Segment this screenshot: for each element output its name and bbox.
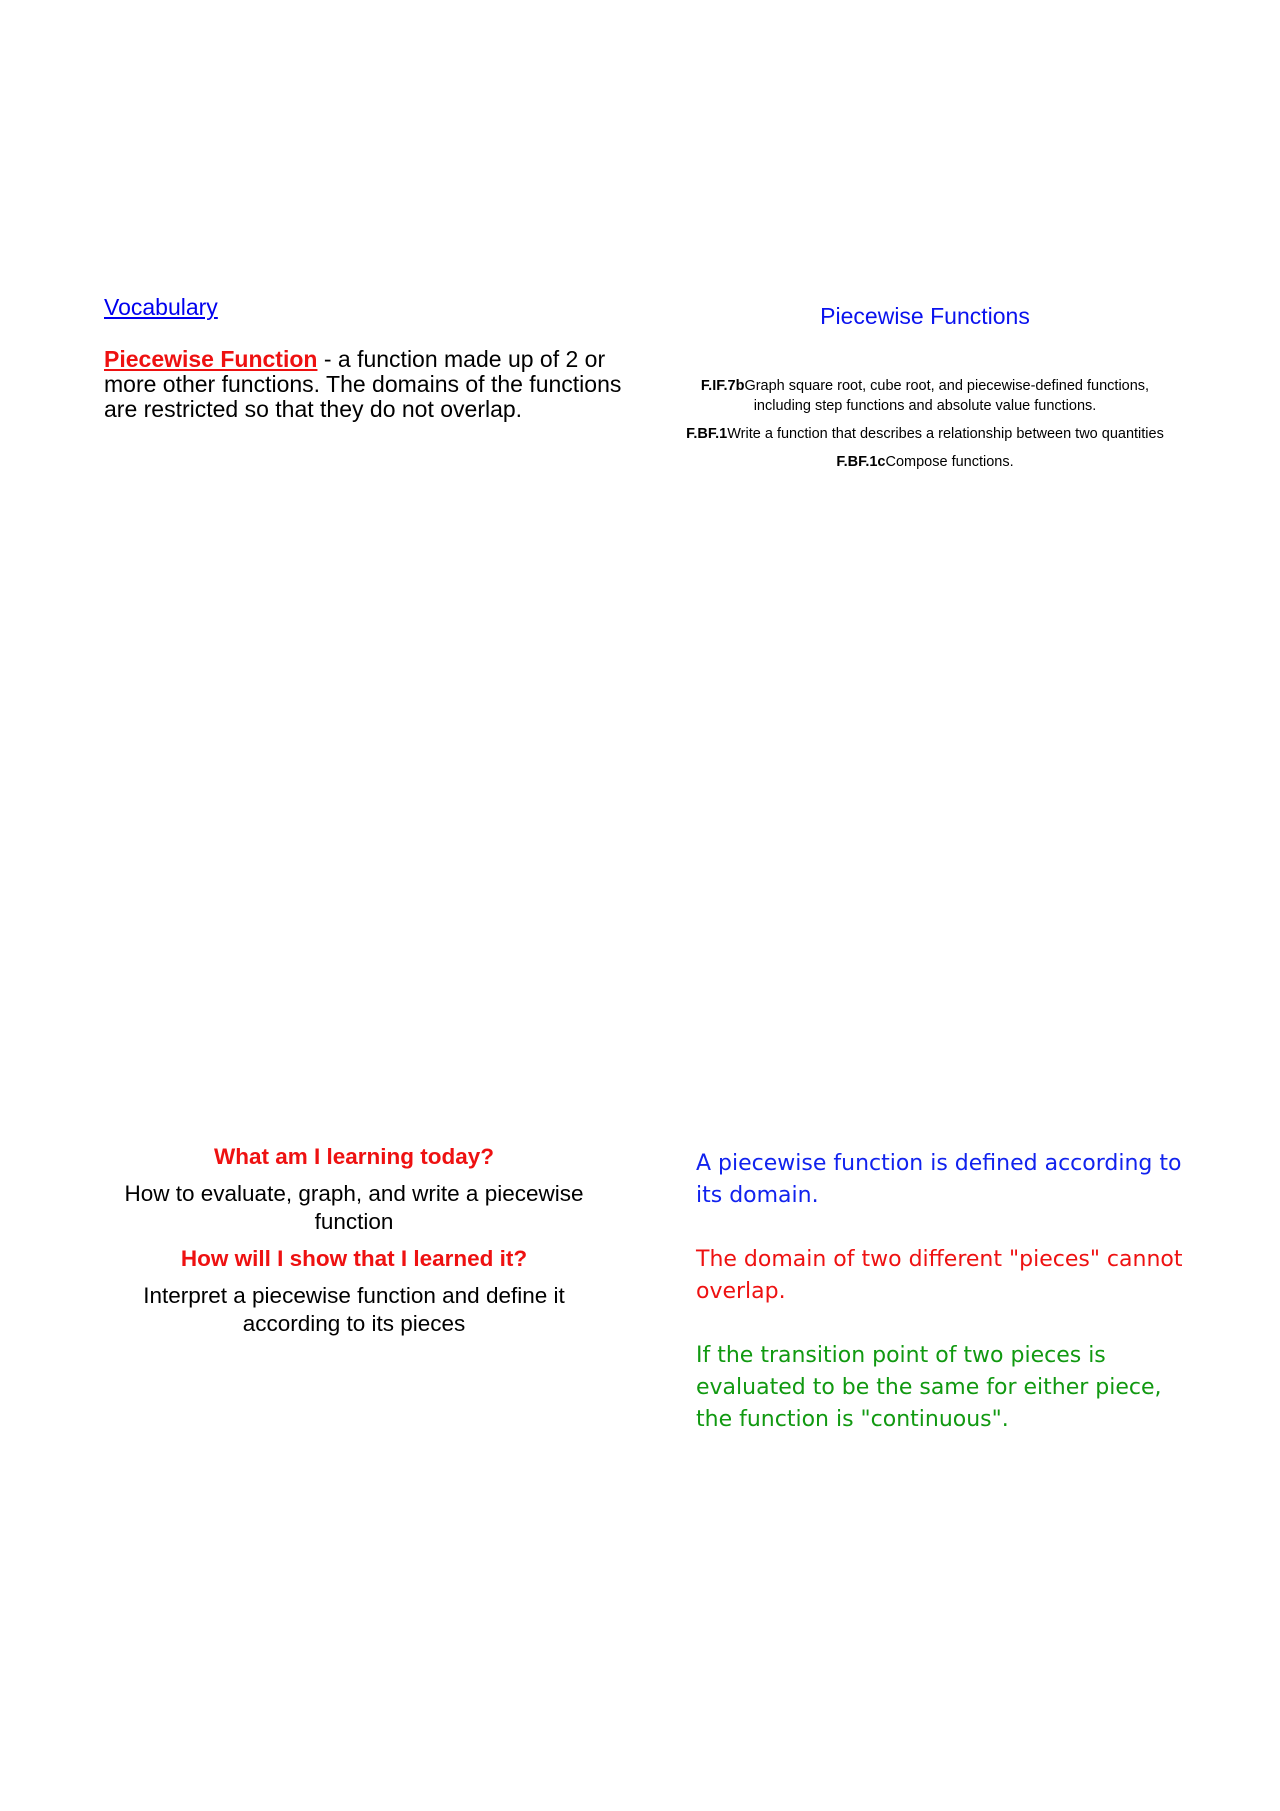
vocabulary-heading: Vocabulary: [104, 294, 218, 320]
note-continuous: If the transition point of two pieces is evaluated to be the same for either piece, the function is "continuous".: [696, 1343, 1162, 1432]
vocabulary-definition: [104, 347, 624, 422]
standard-code: F.BF.1c: [836, 454, 886, 470]
page-title: Piecewise Functions: [820, 303, 1030, 329]
learning-goals-section: [104, 1144, 604, 1348]
standard-code: F.BF.1: [686, 426, 728, 442]
note-domain: A piecewise function is defined according to its domain.: [696, 1151, 1182, 1208]
learning-question: What am I learning today?: [213, 1144, 495, 1169]
learning-answer: How to evaluate, graph, and write a piecewise function: [124, 1181, 584, 1234]
standards-section: [685, 303, 1165, 480]
standard-code: F.IF.7b: [700, 378, 745, 394]
standard-text: Write a function that describes a relationship between two quantities: [727, 426, 1164, 442]
assessment-question: How will I show that I learned it?: [180, 1246, 528, 1271]
assessment-answer: Interpret a piecewise function and define it according to its pieces: [143, 1283, 565, 1336]
standard-item: [685, 376, 1165, 416]
standard-item: [685, 452, 1165, 472]
vocabulary-definition-text: - a function made up of 2 or more other functions. The domains of the functions are restricted so that they do not overlap.: [104, 346, 622, 422]
notes-section: [696, 1148, 1196, 1468]
standard-text: Graph square root, cube root, and piecewise-defined functions, including step functions and absolute value functions.: [744, 378, 1150, 414]
standard-text: Compose functions.: [885, 454, 1014, 470]
standard-item: [685, 424, 1165, 444]
vocabulary-section: [104, 294, 624, 422]
vocabulary-term: Piecewise Function: [104, 346, 318, 372]
note-overlap: The domain of two different "pieces" cannot overlap.: [696, 1247, 1183, 1304]
